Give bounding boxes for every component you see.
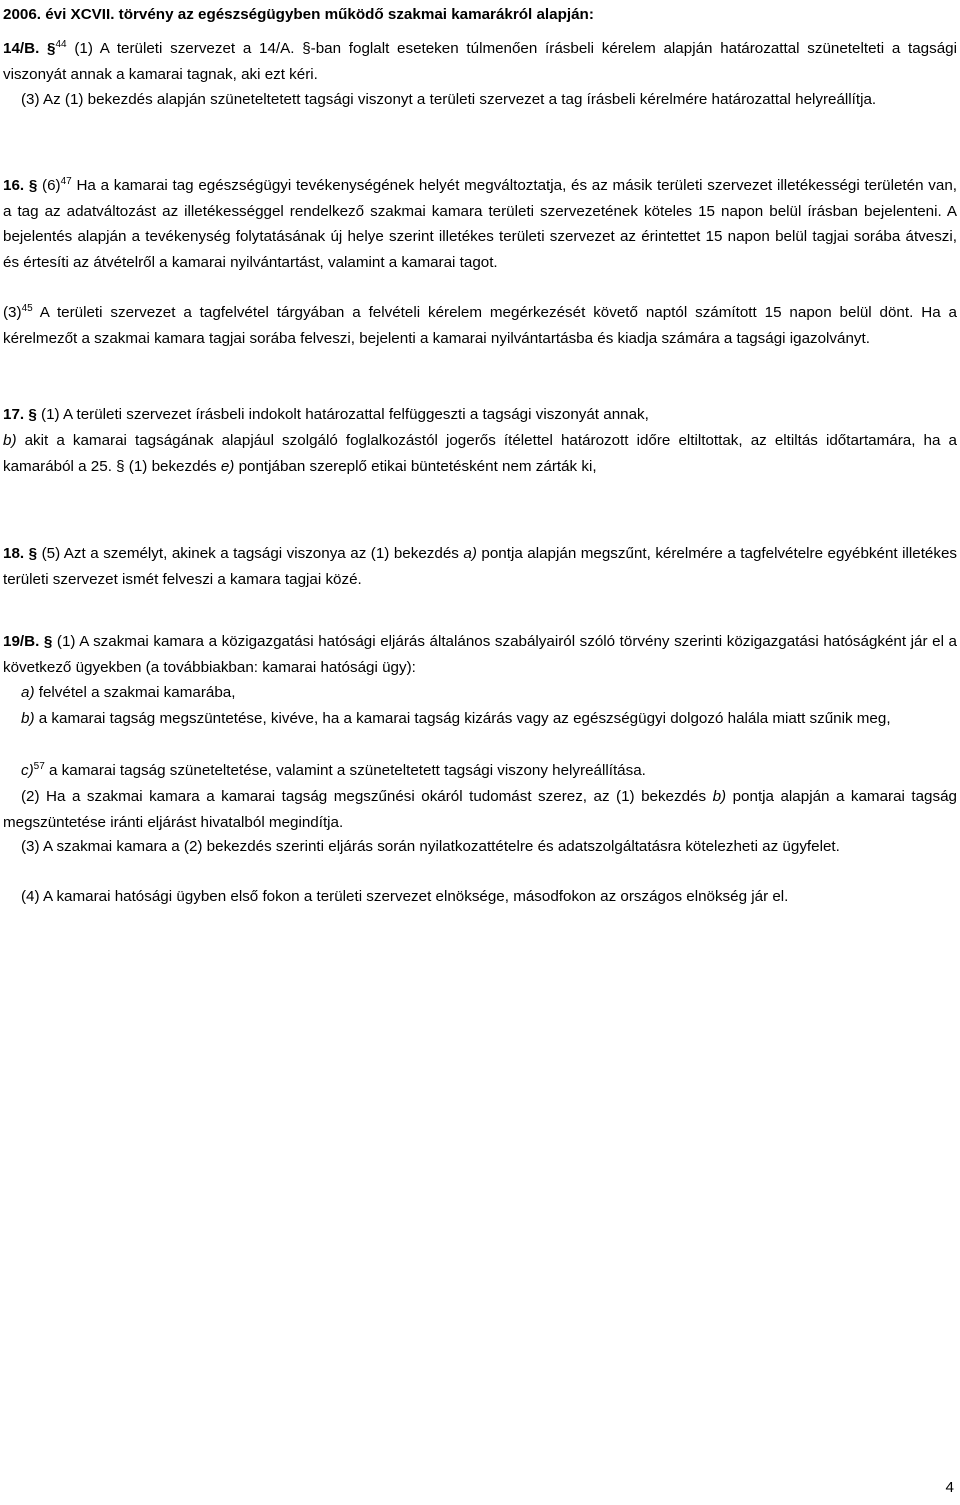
footnote-45: 45 [21,302,33,314]
section-16-p6-text: Ha a kamarai tag egészségügyi tevékenységének helyét megváltoztatja, és az másik területi szervezet illetékességi területén van, a tag az adatváltozást az illetékességgel rendelkező szakmai kamara területi szervezetének köteles 15 napon belül írásban bejelenteni. A bejelentés alapján a tevékenység folytatásának új helye szerint illetékes területi szervezet az érintettet 15 napon belül tagjai sorába átveszi, és értesíti az átvételről a kamarai nyilvántartást, valamint a kamarai tagot. [3,177,957,271]
section-17-point-b-label: b) [3,432,17,449]
section-19b-point-a-text: felvétel a szakmai kamarába, [38,684,236,701]
section-14b-p3-text: (3) Az (1) bekezdés alapján szüneteltetett tagsági viszonyt a területi szervezet a tag írásbeli kérelmére határozattal helyreállítja. [21,91,877,108]
section-19b-p2-italic: b) [712,788,727,805]
section-19b-point-c-label: c) [21,762,34,779]
section-18-number: 18. § [3,545,38,562]
section-19b-p2-text2: pontja alapján a kamarai tagság megszüntetése iránti eljárást hivatalból megindítja. [3,788,957,831]
section-19b-point-c [3,758,957,784]
section-16-p6 [3,173,957,275]
section-19b-point-a [3,680,957,706]
footnote-44: 44 [55,38,67,50]
section-19b-p4 [3,884,957,910]
section-16-p3-label: (3) [3,304,22,321]
section-19b-p1-text: (1) A szakmai kamara a közigazgatási hatósági eljárás általános szabályairól szóló törvény szerinti közigazgatási hatóságként jár el a következő ügyekben (a továbbiakban: kamarai hatósági ügy): [3,633,957,676]
section-17-point-b-italic: e) [220,457,235,475]
section-16-number: 16. § [3,177,38,194]
section-17-p1 [3,402,957,428]
section-19b-number: 19/B. § [3,633,53,650]
section-17-point-b-text1: akit a kamarai tagságának alapjául szolgáló foglalkozástól jogerős ítélettel határozott időre eltiltottak, az eltiltás időtartamára, ha a kamarából a 25. § (1) bekezdés [3,432,957,475]
section-16-p3 [3,300,957,351]
section-18-p5-italic: a) [463,545,477,562]
section-18-p5-text1: (5) Azt a személyt, akinek a tagsági viszonya az (1) bekezdés [41,545,459,562]
footnote-47: 47 [60,175,72,187]
section-14b-p1 [3,36,957,87]
page-number: 4 [945,1479,954,1496]
section-14b-number: 14/B. § [3,40,56,57]
section-19b-p3 [3,834,957,860]
section-16-p3-text: A területi szervezet a tagfelvétel tárgyában a felvételi kérelem megérkezését követő naptól számított 15 napon belül dönt. Ha a kérelmezőt a szakmai kamara tagjai sorába felveszi, bejelenti a kamarai nyilvántartásba és kiadja számára a tagsági igazolványt. [3,304,957,347]
section-14b-p3 [3,87,957,113]
footnote-57: 57 [33,760,45,772]
section-14b-p1-text: (1) A területi szervezet a 14/A. §-ban foglalt eseteken túlmenően írásbeli kérelem alapján határozattal szünetelteti a tagsági viszonyát annak a kamarai tagnak, aki ezt kéri. [3,40,957,83]
section-19b-p1 [3,629,957,680]
section-18-p5-text2: pontja alapján megszűnt, kérelmére a tagfelvételre egyébként illetékes területi szervezet ismét felveszi a kamara tagjai közé. [3,545,957,588]
section-17-p1-text: (1) A területi szervezet írásbeli indokolt határozattal felfüggeszti a tagsági viszonyát annak, [41,406,649,423]
section-17-point-b-text2: pontjában szereplő etikai büntetésként nem zárták ki, [238,457,597,475]
section-19b-p2 [3,784,957,835]
document-title: 2006. évi XCVII. törvény az egészségügyben működő szakmai kamarákról alapján: [3,6,594,23]
section-16-p6-label: (6) [42,177,61,194]
section-19b-point-c-text: a kamarai tagság szüneteltetése, valamint a szüneteltetett tagsági viszony helyreállítása. [49,762,646,779]
section-19b-point-b-text: a kamarai tagság megszüntetése, kivéve, ha a kamarai tagság kizárás vagy az egészségügyi dolgozó halála miatt szűnik meg, [38,710,891,727]
section-19b-p3-text: (3) A szakmai kamara a (2) bekezdés szerinti eljárás során nyilatkozattételre és adatszolgáltatásra kötelezheti az ügyfelet. [21,838,840,855]
section-19b-p2-text1: (2) Ha a szakmai kamara a kamarai tagság megszűnési okáról tudomást szerez, az (1) bekezdés [21,788,707,805]
section-19b-point-b-label: b) [21,710,35,727]
section-19b-point-a-label: a) [21,684,35,701]
section-18-p5 [3,541,957,592]
section-17-number: 17. § [3,406,37,423]
section-19b-point-b [3,706,957,732]
section-17-point-b [3,428,957,479]
section-19b-p4-text: (4) A kamarai hatósági ügyben első fokon a területi szervezet elnöksége, másodfokon az országos elnökség jár el. [21,888,789,905]
